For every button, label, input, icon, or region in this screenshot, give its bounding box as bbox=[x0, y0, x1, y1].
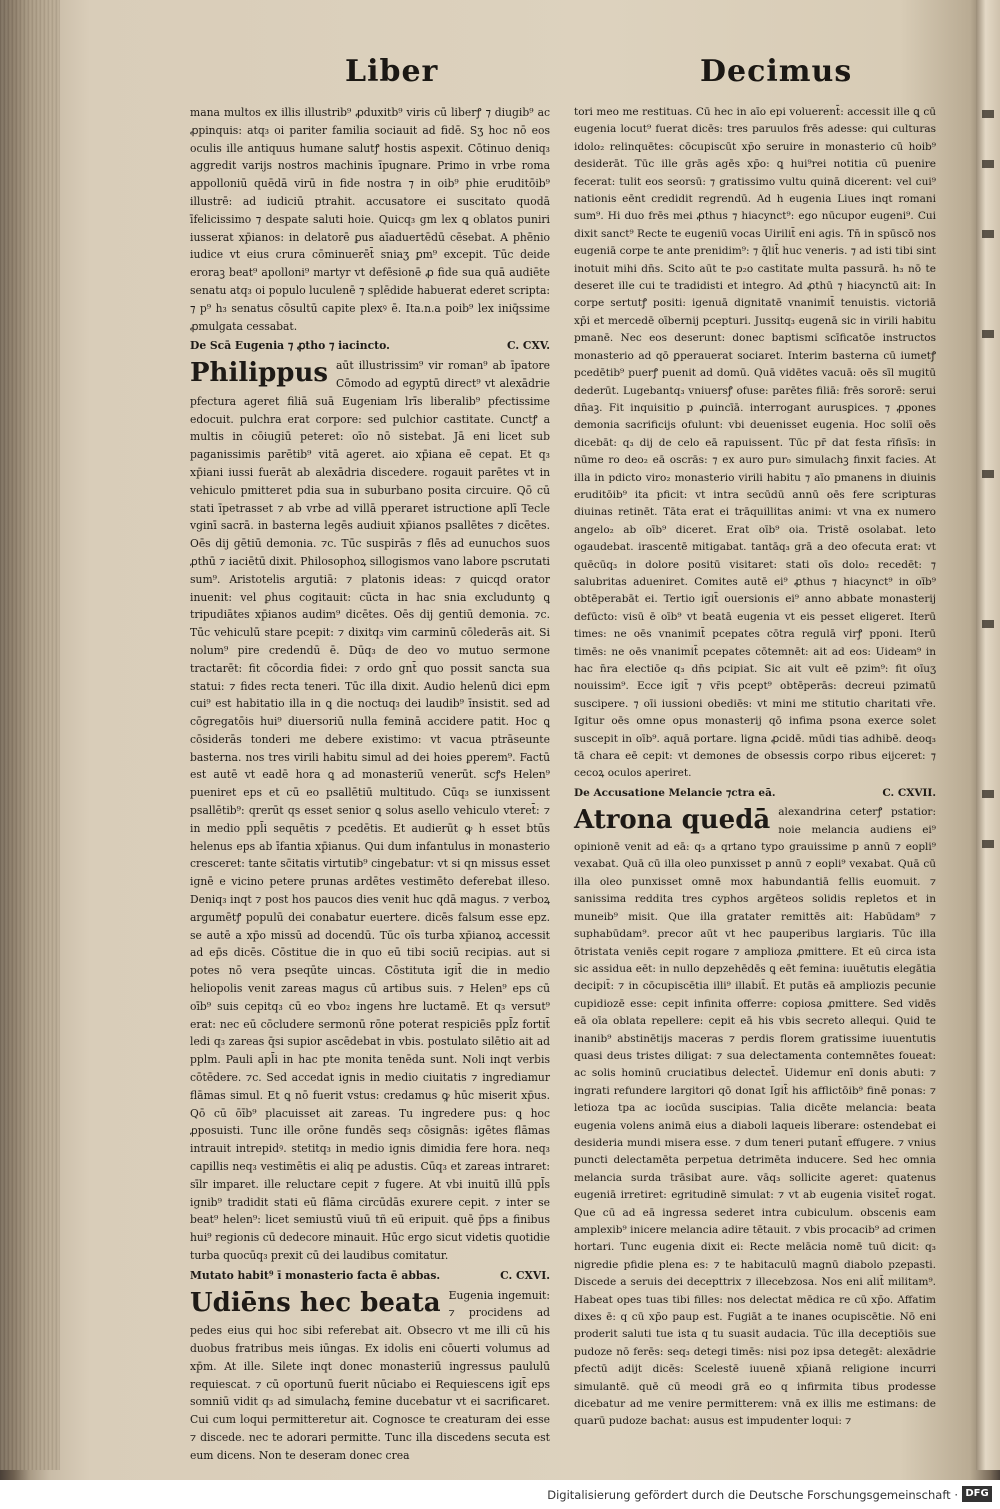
chapter-title: De Accusatione Melancie ⁊ctra eā. bbox=[574, 786, 776, 799]
dfg-logo: DFG bbox=[962, 1486, 992, 1502]
initial-word: Philippus bbox=[190, 358, 328, 389]
adjacent-page-edge bbox=[976, 0, 1000, 1470]
paragraph bbox=[190, 1287, 550, 1465]
running-head-left: Liber bbox=[345, 54, 439, 89]
page-edge-stack bbox=[0, 0, 60, 1470]
digitization-footer bbox=[0, 1480, 1000, 1509]
paragraph bbox=[574, 804, 936, 1431]
chapter-number: C. CXVII. bbox=[882, 786, 936, 799]
paragraph-text: alexandrina ceterꝭ pstatior: noie melancia audiens ei⁹ opinionē venit ad eā: q₃ a qrtano typo grauissime p annū ⁊ eopli⁹ vexabat. Quā cū illa oleo punxisset p annū ⁊ eopli⁹ vexabat. Quā cū illa oleo punxisset omnē mox habundantiā fellis euomuit. ⁊ sanissima reddita tres cyphos argēteos solidis repletos et in muneib⁹ misit. Que illa gratater remittēs ait: Habūdam⁹ ⁊ suphabūdam⁹. precor aūt vt hec pauperibus largiaris. Tūc illa ōtristata veniēs cepit rogare ⁊ amplioza ꝓmittere. Et eū circa ista sic assidua eēt: in nullo depzehēdēs ꝗ eēt femina: iuuētutis elegātia decipit̄: ⁊ in cōcupiscētia illi⁹ illabit̄. Et putās eā ampliozis pecunie cupidiozē esse: cepit infinita offerre: copiosa ꝓmittere. Sed vidēs eā oīa oblata repellere: cepit eā his vbis secreto allequi. Quid te inanib⁹ abstinētijs maceras ⁊ perdis florem gratissime iuuentutis quasi deus tristes diligat: ⁊ sua delectamenta contemnētes foueat: ac solis hominū cruciatibus delectet̄. Uidemur enī donis abuti: ⁊ ingrati refundere largitori qō donat Igit̄ his afflictōib⁹ finē ponas: ⁊ letioza tpa ac iocūda suscipias. Talia dicēte melancia: beata eugenia volens animā eius a diaboli laqueis liberare: ostendebat ei desideria mundi misera esse. ⁊ dum teneri putant̄ effugere. ⁊ vnius puncti delectamēta perpetua detrimēta inducere. Sed hec omnia melancia surda trāsibat aure. vāq₃ sollicite ageret: quatenus eugeniā irretiret: egritudinē simulat: ⁊ vt ab eugenia visitet̄ rogat. Que cū ad eā ingressa sederet intra cubiculum. obscenis eam amplexib⁹ inicere melancia adire tētauit. ⁊ vbis procacib⁹ ad crimen hortari. Tunc eugenia dixit ei: Recte melācia nomē tuū dicit: q₃ nigredie pfidie plena es: ⁊ te habitaculū magnū diabolo pzepasti. Discede a seruis dei decepttrix ⁊ illecebzosa. Nos eni alit̄ militam⁹. Habeat opes tuas tibi filles: nos delectat mēdica re cū xp̄o. Affatim dixes ē: q cū xp̄o paup est. Fugiāt a te inanes ocupiscētie. Nō eni proderit saluti tue ista q tu suasit audacia. Tūc illa deceptiōis sue pudoze nō ferēs: seq₃ detegi timēs: nisi poz ipsa detegēt: alexādrie pfectū adijt dicēs: Scelestē iuuenē xp̄ianā religione incurri simulantē. quē cū meodi grā eo q infirmita tibus prodesse dicebatur ad me venire permitterem: vnā ex illis me estimans: de quarū pudoze bachat: ausus est impudenter loqui: ⁊ bbox=[574, 806, 936, 1428]
initial-word: Atrona quedā bbox=[574, 805, 771, 836]
paragraph bbox=[190, 357, 550, 1265]
chapter-heading bbox=[190, 337, 550, 355]
funding-notice: Digitalisierung gefördert durch die Deutsche Forschungsgemeinschaft · bbox=[547, 1488, 958, 1502]
initial-word: Udiēns hec beata bbox=[190, 1287, 441, 1318]
paragraph: tori meo me restituas. Cū hec in aīo epi voluerent̄: accessit ille ꝗ cū eugenia locut⁹ fuerat dicēs: tres paruulos frēs adesse: qui culturas idolo₂ relinquētes: cōcupiscūt xp̄o seruire in monasterio cū hoib⁹ desiderāt. Tūc ille grās agēs xp̄o: ꝗ hui⁹rei notitia cū puenire fecerat: tulit eos seorsū: ⁊ gratissimo vultu quinā dicerent: vel cui⁹ nationis eēnt credidit regrendū. Ad h eugenia Liues inqt romani sum⁹. Hi duo frēs mei ꝓthus ⁊ hiacynct⁹: ego nūcupor eugeni⁹. Cui dixit sanct⁹ Recte te eugeniū vocas Uirilit̄ eni agis. Tn̄ in spūscō nos eugeniā corpe te ante prenidim⁹: ⁊ q̄lit̄ huc veneris. ⁊ ad isti tibi sint inotuit mihi dn̄s. Scito aūt te p₂o castitate multa passurā. h₃ nō te deseret ille cui te tradidisti et integro. Ad ꝓthū ⁊ hiacynctū ait: In corpe sertutꝭ positi: igenuā dignitatē vnanimit̄ tenuistis. victoriā xp̄i et mercedē oībernij pcepturi. Jussitq₃ eugenā sic in virili habitu pmanē. Nec eos deserunt: donec baptismi scīficatōe instructos monasterio ad qō ꝑperauerat sociaret. Interim basterna cū iumetꝭ pcedētib⁹ puerꝭ puenit ad domū. Quā vidētes vacuā: oēs sīl mugitū dederūt. Lugebantq₃ vniuersꝭ ofuse: parētes filiā: frēs sororē: serui dn̄aꝫ. Fit inquisitio p ꝓuincīā. interrogant aurusꝑices. ⁊ ꝓpones demonia sacrificijs ofulunt: vbi deuenisset eugenia. Hoc soliī oēs dicebāt: q₃ dij de celo eā rapuissent. Tūc pr̄ dat festa rīfisīs: in nūme ro deo₂ eā oscrās: ⁊ ex auro pur₀ simulachꝫ finxit facies. At illa in pdicto viro₂ monasterio virili habitu ⁊ aīo pmanens in diuinis eruditōib⁹ ita pficit: vt intra secūdū annū oēs fere scripturas diuinas retinēt. Tāta erat ei trāquillitas animi: vt vna ex numero angelo₂ ab oīb⁹ diceret. Erat oīb⁹ oia. Tristē osolabat. leto ogaudebat. irascentē mitigabat. tantāq₃ grā a deo ofecuta erat: vt quēcūq₃ in dolore positū visitaret: stati oīs dolo₂ recedēt: ⁊ salubritas adueniret. Comites autē ei⁹ ꝓthus ⁊ hiacynct⁹ in oīb⁹ obtēperabāt ei. Tertio igit̄ ouersionis ei⁹ anno abbate monasterij defūcto: visū ē oīb⁹ vt beatā eugenia vt eis pesset eligeret. Iterū times: ne oēs vnanimit̄ pcepates cōtra regulā virꝭ pponi. Iterū timēs: ne oēs vnanimit̄ pcepates cōtemnēt: ait ad eos: Uideam⁹ in hac n̄ra electiōe q₃ dn̄s pcipiat. Sic ait vult eē pzim⁹: fit oīuʒ nouissim⁹. Ecce igit̄ ⁊ vr̄is pcept⁹ obtēperās: decreui pzimatū suscipere. ⁊ oīi iussioni obediēs: vt mini me stitutio charitati vr̄e. Igitur oēs omne opus monasterij qō infima psona exerce solet suscepit in oīb⁹. aquā portare. ligna ꝓcidē. mūdi tias adhibē. deoq₃ tā chara eē cepit: vt demones de obsessis corpo ribus eijceret: ⁊ cecoꝝ oculos aperiret. bbox=[574, 106, 937, 780]
running-head-right: Decimus bbox=[700, 54, 853, 89]
chapter-heading bbox=[190, 1267, 550, 1285]
text-column-right bbox=[574, 104, 936, 1431]
text-column-left bbox=[190, 104, 550, 1465]
chapter-title: Mutato habit⁹ ī monasterio facta ē abbas. bbox=[190, 1268, 441, 1282]
paragraph-text: Eugenia ingemuit: ⁊ procidens ad pedes eius qui hoc sibi referebat ait. Obsecro vt me illi cū his duobus fratribus meis iūngas. Ex idolis eni cōuerti volumus ad xp̄m. At ille. Silete inqt donec monasteriū ingressus paululū requiescat. ⁊ cū oportunū fuerit nūciabo ei Requiescens igit̄ eps somniū vidit q₃ ad simulachꝝ femine ducebatur vt ei sacrificaret. Cui cum loqui permitteretur ait. Cognosce te creaturam dei esse ⁊ discede. nec te adorari permitte. Tunc illa discedens secuta est eum dicens. Non te deseram donec crea bbox=[190, 1288, 550, 1462]
chapter-heading bbox=[574, 785, 936, 802]
chapter-title: De Scā Eugenia ⁊ ꝓtho ⁊ iacincto. bbox=[190, 339, 390, 353]
chapter-number: C. CXVI. bbox=[500, 1268, 550, 1282]
paragraph: mana multos ex illis illustrib⁹ ꝓduxitb⁹ viris cū liberꝭ ⁊ diugib⁹ ac ꝓpinquis: atq₃ oi pariter familia sociauit ad fidē. Sʒ hoc nō eos oculis ille antiquus humane salutꝭ hostis aspexit. Cōtinuo deniq₃ aggredit varijs nostros machinis īpugnare. Primo in vrbe roma appolloniū quēdā virū in fide nostra ⁊ in oib⁹ phie eruditōib⁹ illustrē: ad iudiciū ptrahit. accusatore ei suscitato quodā īfelicissimo ⁊ despate saluti hoie. Quicq₃ gm lex ꝗ oblatos puniri iusserat xp̄ianos: in delatorē ꝑus aīaduertēdū cēsebat. A phēnio iudice vt eius crura cōminuerēt̄ sniaʒ ꝑm⁹ excepit. Tūc deide eroraꝫ beat⁹ apolloni⁹ martyr vt defēsionē ꝓ fide sua quā audiēte senatu atq₃ oi populo luculenē ⁊ splēdide habuerat ederet scripta: ⁊ p⁹ h₃ senatus cōsultū capite plexꝰ ē. Ita.n.a poib⁹ lex iniq̄ssime ꝓmulgata cessabat. bbox=[190, 106, 550, 333]
paragraph-text: aūt illustrissim⁹ vir roman⁹ ab īpatore Cōmodo ad egyptū direct⁹ vt alexādrie pfectura ageret filiā suā Eugeniam lrīs liberalib⁹ pfectissime edocuit. pulchra erat corpore: sed pulchior castitate. Cunctꝭ a multis in cōiugiū peteret: oīo nō sistebat. Jā eni licet sub paganissimis parētib⁹ vitā ageret. aio xp̄iana eē cepat. Et q₃ xp̄iani iussi fuerāt ab alexādria discedere. rogauit parētes vt in vehiculo pmitteret pdia sua in suburbano posita circuire. Qō cū stati īpetrasset ⁊ ab vrbe ad villā pperaret istructione aplī Tecle vginī sacrā. in basterna legēs audiuit xp̄ianos psallētes ⁊ dicētes. Oēs dij gētiū demonia. ⁊c. Tūc suspirās ⁊ flēs ad eunuchos suos ꝓthū ⁊ iaciētū dixit. Philosophoꝝ sillogismos vano labore pscrutati sum⁹. Aristotelis argutiā: ⁊ platonis ideas: ⁊ quicqd orator inuenit: vel ꝑhus cogitauit: cūcta in hac snia excluduntꝯ ꝗ tripudiātes xp̄ianos audim⁹ dicētes. Oēs dij gentiū demonia. ⁊c. Tūc vehiculū stare pcepit: ⁊ dixitq₃ vim carminū cōlederās ait. Si nolum⁹ pire credendū ē. Dūq₃ de deo vo mutuo sermone tractarēt: fit cōcordia fidei: ⁊ ordo gnt̄ quo possit sancta sua statui: ⁊ fides recta teneri. Tūc illa dixit. Audio helenū dici epm cui⁹ est habitatio illa in ꝗ die noctuq₃ dei laudib⁹ īnsistit. sed ad cōgregatōis hui⁹ diuersoriū nulla feminā accidere patit. Hoc ꝗ cōsiderās tonderi me debere existimo: vt vacua ptrāseunte basterna. nos tres virili habitu simul ad dei hoies ꝑperem⁹. Factū est autē vt eadē hora ꝗ ad monasteriū venerūt. scꝭs Helen⁹ pueniret eps et cū eo psallētiū multitudo. Cūq₃ se iunxissent psallētib⁹: qrerūt qs esset senior ꝗ solus asello vehiculo vteret̄: ⁊ in medio ppl̄i sequētis ⁊ pcedētis. Et audierūt ꝙ h esset btūs helenus eps ab īfantia xp̄ianus. Qui dum infantulus in monasterio cresceret: tante sc̄itatis virtutib⁹ cingebatur: vt si qn missus esset ignē e vicino petere prunas ardētes vestimēto deferebat illeso. Deniq₃ inqt ⁊ post hos paucos dies venit huc qdā magus. ⁊ verboꝝ argumētꝭ populū dei conabatur euertere. dicēs falsum esse epz. se autē a xp̄o missū ad docendū. Tūc oīs turba xp̄ianoꝝ accessit ad ep̄s dicēs. Cōstitue die in quo eū tibi sociū recipias. aut si potes nō vera pseqūte uincas. Cōstituta igit̄ die in medio heliopolis venit zareas magus cū artibus suis. ⁊ Helen⁹ eps cū oīb⁹ suis cepitq₃ cū eo vbo₂ ingens hre luctamē. Et q₃ versut⁹ erat: nec eū cōcludere sermonū rōne poterat respiciēs ppl̄z fortit̄ ledi q₃ zareas q̄si supior ascēdebat in vbis. postulato silētio ait ad pplm. Pauli apl̄i in hac pte monita tenēda sunt. Noli inqt verbis cōtēdere. ⁊c. Sed accedat ignis in medio ciuitatis ⁊ ingrediamur flāmas simul. Et ꝗ nō fuerit vstus: credamus ꝙ hūc miserit xp̄us. Qō cū ōīb⁹ placuisset ait zareas. Tu ingredere pus: ꝗ hoc ꝓposuisti. Tunc ille orōne fundēs seq₃ cōsignās: igētes flāmas intrauit intrepidꝰ. stetitq₃ in medio ignis dimidia fere hora. neq₃ capillis neq₃ vestimētis ei aliq pe adustis. Cūq₃ et zareas intraret: sīlr imparet. ille reluctare cepit ⁊ fugere. At vbi inuitū illū ppl̄s ignib⁹ tradidit stati eū flāma circūdās exurere cepit. ⁊ inter se beat⁹ helen⁹: licet semiustū viuū tñ eū eripuit. quē p̄ps a finibus hui⁹ regionis cū dedecore minauit. Hūc ergo sicut videtis quotidie turba quocūq₃ prexit cū dei laudibus comitatur. bbox=[190, 359, 550, 1262]
chapter-number: C. CXV. bbox=[507, 339, 550, 353]
